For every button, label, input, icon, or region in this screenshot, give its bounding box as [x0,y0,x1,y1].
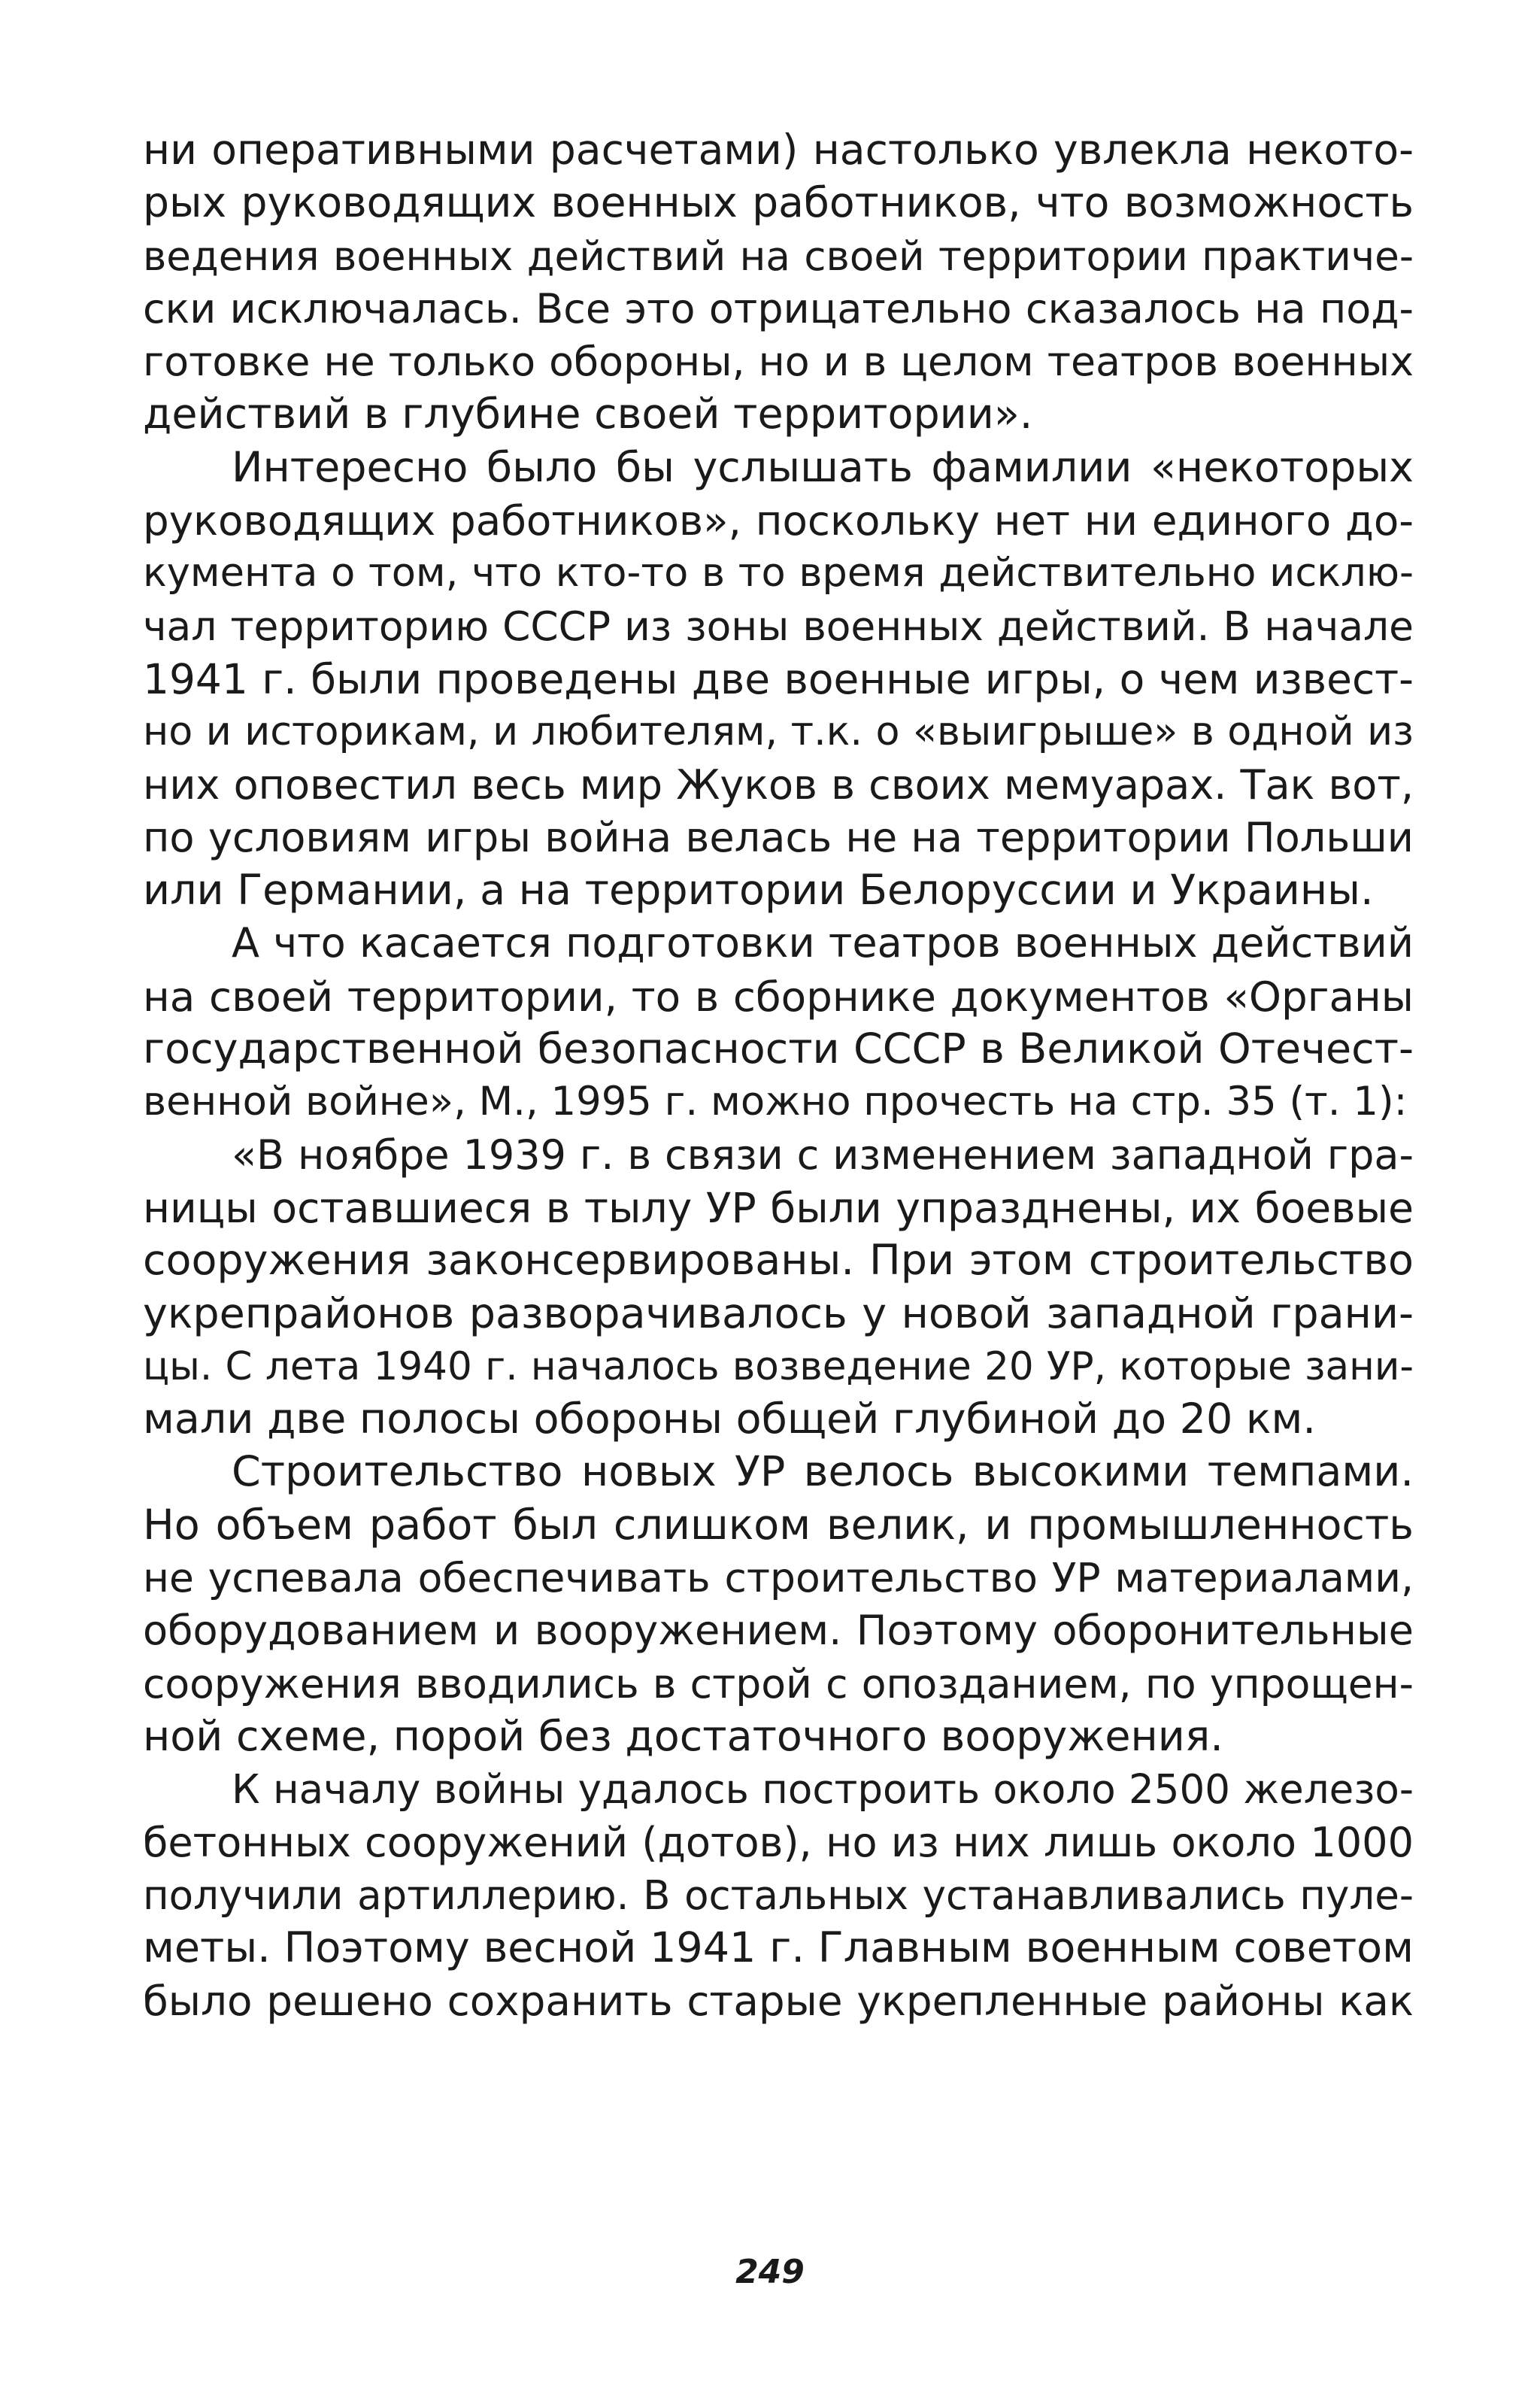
text-line: ни оперативными расчетами) настолько увлекла некото- [143,126,1414,175]
text-line: или Германии, а на территории Белоруссии и Украины. [143,866,1374,915]
text-line: цы. С лета 1940 г. началось возведение 20 УР, которые зани- [143,1343,1414,1389]
text-line: государственной безопасности СССР в Великой Отечест- [143,1024,1414,1074]
text-line: Интересно было бы услышать фамилии «некоторых [232,442,1414,492]
text-line: Строительство новых УР велось высокими темпами. [232,1447,1414,1497]
text-line: них оповестил весь мир Жуков в своих мемуарах. Так вот, [143,760,1414,809]
text-line: 1941 г. были проведены две военные игры, о чем извест- [143,654,1414,703]
text-line: укрепрайонов разворачивалось у новой западной грани- [143,1289,1414,1338]
text-line: Но объем работ был слишком велик, и промышленность [143,1500,1414,1550]
text-line: мали две полосы обороны общей глубиной до 20 км. [143,1395,1316,1444]
text-line: сооружения законсервированы. При этом строительство [143,1236,1414,1285]
text-line: ницы оставшиеся в тылу УР были упразднены, их боевые [143,1183,1414,1232]
text-line: А что касается подготовки театров военных действий [232,919,1414,967]
text-line: действий в глубине своей территории». [143,390,1033,439]
page-number: 249 [735,2253,805,2291]
text-line: венной войне», М., 1995 г. можно прочесть на стр. 35 (т. 1): [143,1079,1408,1125]
text-line: сооружения вводились в строй с опозданием, по упрощен- [143,1659,1414,1707]
text-line: ски исключалась. Все это отрицательно сказалось на под- [143,284,1414,332]
text-line: но и историкам, и любителям, т.к. о «выигрыше» в одной из [143,709,1414,755]
page-body [143,124,1414,2028]
text-line: на своей территории, то в сборнике документов «Органы [143,972,1414,1021]
text-line: «В ноябре 1939 г. в связи с изменением западной гра- [232,1131,1414,1179]
text-line: чал территорию СССР из зоны военных действий. В начале [143,602,1414,650]
text-line: меты. Поэтому весной 1941 г. Главным военным советом [143,1923,1414,1973]
text-line: не успевала обеспечивать строительство УР материалами, [143,1554,1414,1602]
text-line: ведения военных действий на своей территории практиче- [143,232,1414,280]
text-line: готовке не только обороны, но и в целом театров военных [143,338,1414,386]
text-line: по условиям игры война велась не на территории Польши [143,813,1414,861]
text-line: кумента о том, что кто-то в то время действительно исклю- [143,550,1414,596]
text-line: было решено сохранить старые укрепленные районы как [143,1977,1414,2026]
text-line: ной схеме, порой без достаточного вооружения. [143,1711,1223,1761]
text-line: рых руководящих военных работников, что возможность [143,179,1414,228]
text-line: руководящих работников», поскольку нет ни единого до- [143,496,1414,545]
text-line: К началу войны удалось построить около 2500 железо- [232,1766,1414,1814]
text-line: бетонных сооружений (дотов), но из них лишь около 1000 [143,1818,1414,1866]
text-line: получили артиллерию. В остальных устанавливались пуле- [143,1871,1414,1919]
text-line: оборудованием и вооружением. Поэтому оборонительные [143,1607,1414,1655]
